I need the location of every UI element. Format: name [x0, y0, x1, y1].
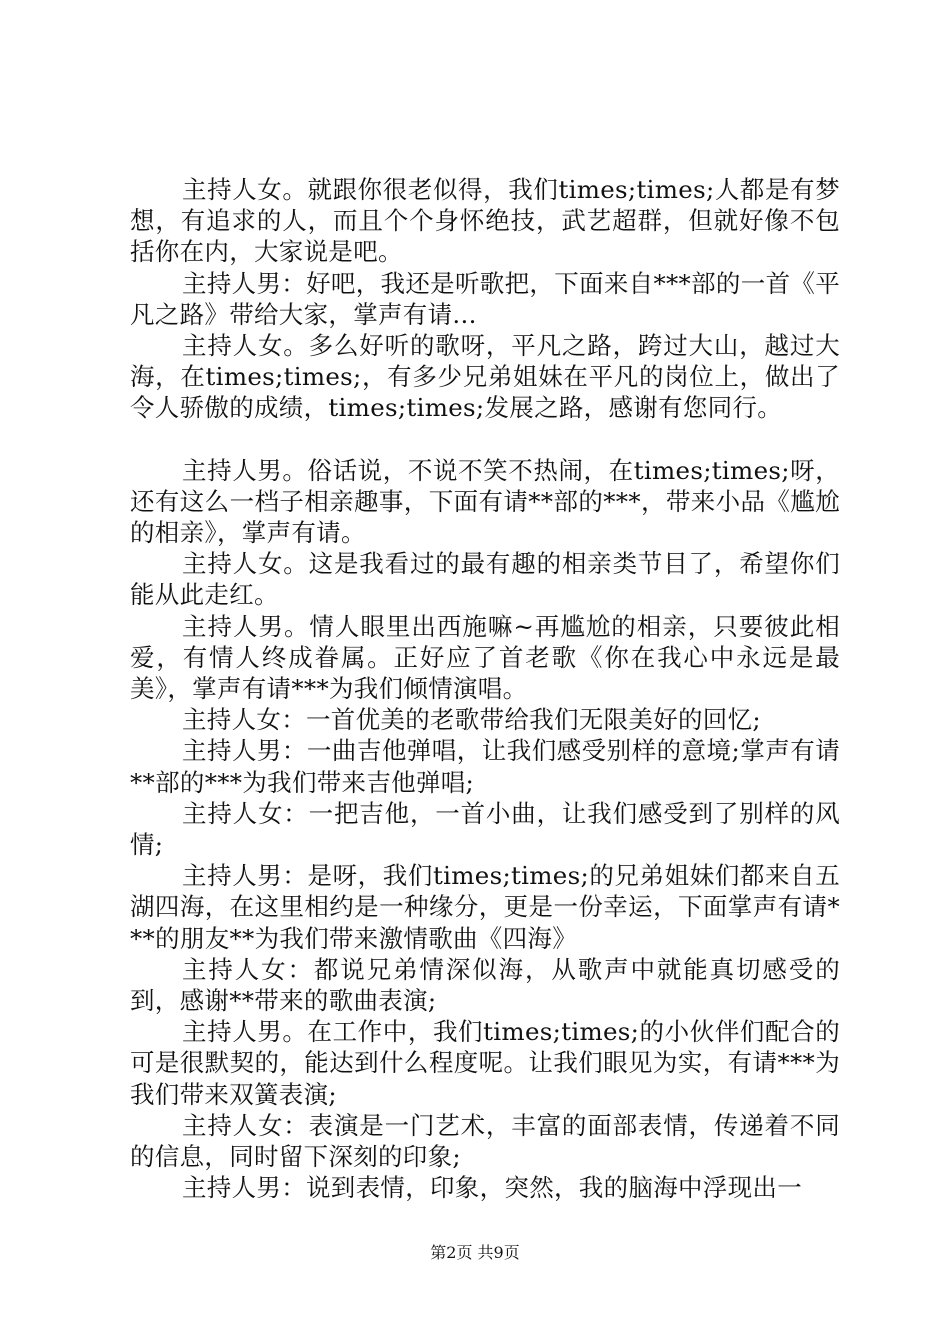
paragraph: 主持人男。俗话说，不说不笑不热闹，在times;times;呀，还有这么一档子相亲趣事，下面有请**部的***，带来小品《尴尬的相亲》，掌声有请。: [130, 455, 840, 548]
paragraph: 主持人女。多么好听的歌呀，平凡之路，跨过大山，越过大海，在times;times;，有多少兄弟姐妹在平凡的岗位上，做出了令人骄傲的成绩，times;times;发展之路，感谢有您同行。: [130, 331, 840, 423]
paragraph: 主持人男。情人眼里出西施嘛~再尴尬的相亲，只要彼此相爱，有情人终成眷属。正好应了首老歌《你在我心中永远是最美》，掌声有请***为我们倾情演唱。: [130, 611, 840, 704]
paragraph: 主持人女。这是我看过的最有趣的相亲类节目了，希望你们能从此走红。: [130, 549, 840, 610]
page-number-footer: 第2页 共9页: [430, 1243, 520, 1262]
paragraph: 主持人男：好吧，我还是听歌把，下面来自***部的一首《平凡之路》带给大家，掌声有请...: [130, 268, 840, 329]
paragraph: 主持人男：说到表情，印象，突然，我的脑海中浮现出一: [182, 1173, 802, 1203]
paragraph: 主持人男。在工作中，我们times;times;的小伙伴们配合的可是很默契的，能达到什么程度呢。让我们眼见为实，有请***为我们带来双簧表演;: [130, 1017, 840, 1109]
paragraph: 主持人男：是呀，我们times;times;的兄弟姐妹们都来自五湖四海，在这里相约是一种缘分，更是一份幸运，下面掌声有请***的朋友**为我们带来激情歌曲《四海》: [130, 861, 840, 953]
paragraph: 主持人女。就跟你很老似得，我们times;times;人都是有梦想，有追求的人，而且个个身怀绝技，武艺超群，但就好像不包括你在内，大家说是吧。: [130, 175, 840, 267]
document-body: [130, 174, 840, 1204]
paragraph: 主持人女：表演是一门艺术，丰富的面部表情，传递着不同的信息，同时留下深刻的印象;: [130, 1110, 840, 1172]
paragraph: 主持人女：一把吉他，一首小曲，让我们感受到了别样的风情;: [130, 798, 840, 860]
paragraph: 主持人男：一曲吉他弹唱，让我们感受别样的意境;掌声有请**部的***为我们带来吉他弹唱;: [130, 736, 840, 797]
paragraph: 主持人女：一首优美的老歌带给我们无限美好的回忆;: [182, 705, 761, 735]
paragraph: 主持人女：都说兄弟情深似海，从歌声中就能真切感受的到，感谢**带来的歌曲表演;: [130, 954, 840, 1016]
